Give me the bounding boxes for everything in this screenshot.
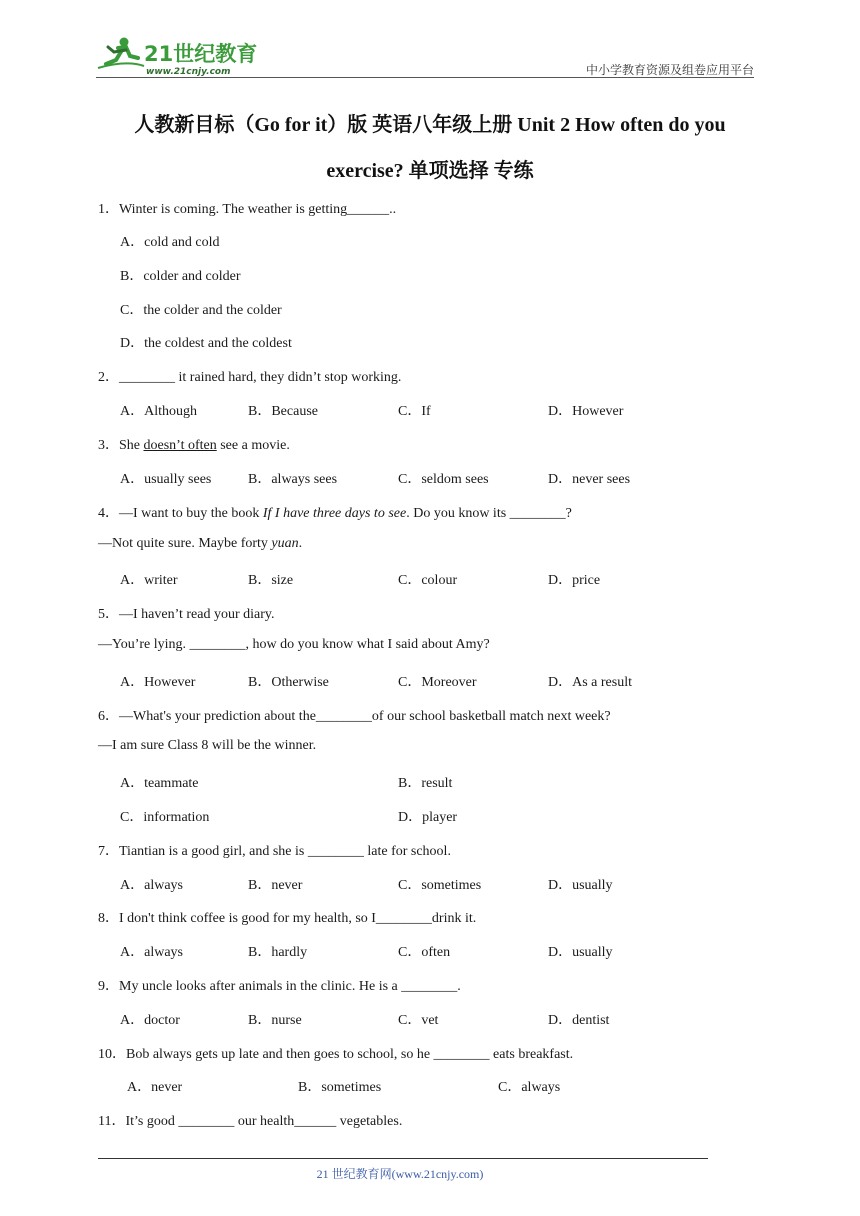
- question-10-option-b: B．sometimes: [298, 1080, 382, 1095]
- question-9-stem: 9．My uncle looks after animals in the clinic. He is a ________.: [98, 979, 461, 994]
- question-5-option-b: B．Otherwise: [248, 675, 329, 690]
- question-8-option-c: C．often: [398, 945, 451, 960]
- question-3-option-c: C．seldom sees: [398, 472, 489, 487]
- question-4-response-pre: —Not quite sure. Maybe forty: [98, 536, 272, 551]
- question-7-option-b: B．never: [248, 878, 303, 893]
- question-7-stem: 7．Tiantian is a good girl, and she is ________ late for school.: [98, 844, 451, 859]
- question-3-option-b: B．always sees: [248, 472, 338, 487]
- question-4-option-d: D．price: [548, 573, 601, 588]
- footer-divider: [98, 1158, 708, 1159]
- question-5-response: —You’re lying. ________, how do you know what I said about Amy?: [98, 637, 490, 652]
- running-man-logo-icon: [96, 34, 266, 78]
- question-8-option-a: A．always: [120, 945, 183, 960]
- question-4-response: [98, 536, 302, 552]
- question-5-option-d: D．As a result: [548, 675, 632, 690]
- platform-name: 中小学教育资源及组卷应用平台: [585, 63, 754, 77]
- question-4-stem-pre: 4．—I want to buy the book: [98, 506, 263, 521]
- question-1-option-a: A．cold and cold: [120, 235, 220, 250]
- question-4-response-post: .: [298, 536, 303, 551]
- question-10-option-c: C．always: [498, 1080, 561, 1095]
- question-5-option-a: A．However: [120, 675, 196, 690]
- question-9-option-c: C．vet: [398, 1013, 439, 1028]
- question-9-option-a: A．doctor: [120, 1013, 180, 1028]
- page-header: [0, 0, 860, 90]
- question-10-option-a: A．never: [127, 1080, 183, 1095]
- question-3-stem: [98, 434, 290, 454]
- question-2-option-c: C．If: [398, 404, 431, 419]
- question-7-option-c: C．sometimes: [398, 878, 482, 893]
- question-1-option-b: B．colder and colder: [120, 269, 241, 284]
- question-9-option-d: D．dentist: [548, 1013, 610, 1028]
- question-1-option-d: D．the coldest and the coldest: [120, 336, 292, 351]
- question-8-option-b: B．hardly: [248, 945, 308, 960]
- question-3-option-a: A．usually sees: [120, 472, 212, 487]
- question-4-option-b: B．size: [248, 573, 294, 588]
- footer-source: 21 世纪教育网(www.21cnjy.com): [316, 1167, 484, 1181]
- question-5-stem: 5．—I haven’t read your diary.: [98, 607, 275, 622]
- question-2-option-a: A．Although: [120, 404, 197, 419]
- question-9-option-b: B．nurse: [248, 1013, 302, 1028]
- question-3-stem-post: see a movie.: [216, 438, 290, 453]
- document-title-line-2: exercise? 单项选择 专练: [326, 160, 534, 182]
- logo-url: www.21cnjy.com: [146, 67, 231, 77]
- question-4-book-title: If I have three days to see: [262, 506, 407, 521]
- question-8-stem: 8．I don't think coffee is good for my health, so I________drink it.: [98, 911, 477, 926]
- question-6-option-c: C．information: [120, 810, 210, 825]
- question-1-stem: 1．Winter is coming. The weather is getting______..: [98, 202, 397, 217]
- document-title-line-1: 人教新目标（Go for it）版 英语八年级上册 Unit 2 How often do you: [134, 114, 726, 136]
- header-divider: [96, 77, 754, 78]
- question-5-option-c: C．Moreover: [398, 675, 477, 690]
- question-2-option-d: D．However: [548, 404, 624, 419]
- question-2-stem: 2．________ it rained hard, they didn’t stop working.: [98, 370, 402, 385]
- question-11-stem: 11．It’s good ________ our health______ vegetables.: [98, 1114, 403, 1129]
- question-3-stem-pre: 3．She: [98, 438, 144, 453]
- question-10-stem: 10．Bob always gets up late and then goes to school, so he ________ eats breakfast.: [98, 1047, 574, 1062]
- question-2-option-b: B．Because: [248, 404, 318, 419]
- question-4-response-italic: yuan: [271, 536, 299, 551]
- logo-wordmark: 21世纪教育: [144, 42, 258, 66]
- question-4-option-c: C．colour: [398, 573, 458, 588]
- question-4-option-a: A．writer: [120, 573, 178, 588]
- question-8-option-d: D．usually: [548, 945, 613, 960]
- question-6-response: —I am sure Class 8 will be the winner.: [98, 738, 317, 753]
- question-4-stem: [98, 502, 572, 522]
- question-3-underlined-phrase: doesn’t often: [143, 438, 217, 453]
- question-3-option-d: D．never sees: [548, 472, 631, 487]
- question-6-stem: 6．—What's your prediction about the________of our school basketball match next week?: [98, 709, 611, 724]
- question-6-option-b: B．result: [398, 776, 453, 791]
- question-1-option-c: C．the colder and the colder: [120, 303, 282, 318]
- site-logo: [96, 34, 266, 78]
- question-6-option-a: A．teammate: [120, 776, 199, 791]
- question-4-stem-post: . Do you know its ________?: [406, 506, 572, 521]
- question-6-option-d: D．player: [398, 810, 458, 825]
- question-7-option-a: A．always: [120, 878, 183, 893]
- question-7-option-d: D．usually: [548, 878, 613, 893]
